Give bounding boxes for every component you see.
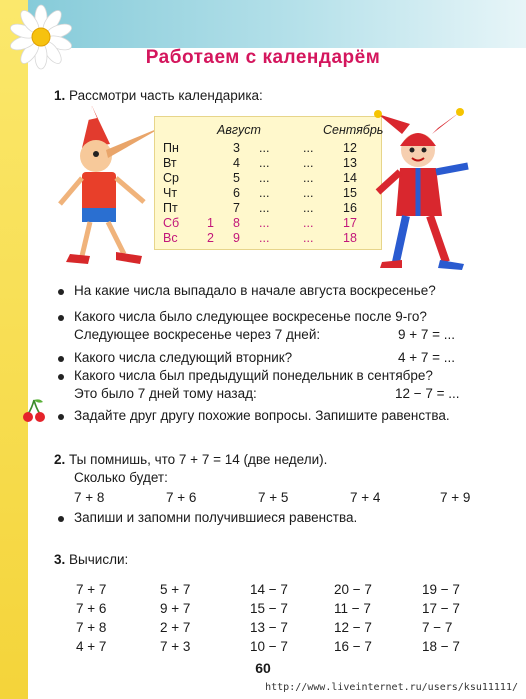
jester-figure bbox=[372, 106, 480, 274]
task-3-text: Вычисли: bbox=[69, 552, 129, 567]
calendar-cell-s: 16 bbox=[343, 201, 357, 215]
calendar-month-september: Сентябрь bbox=[323, 123, 384, 137]
task-3-expression: 12 − 7 bbox=[334, 620, 372, 635]
task-3-expression: 7 + 7 bbox=[76, 582, 107, 597]
calendar-cell-dots2: ... bbox=[303, 141, 314, 155]
task-2-expression: 7 + 6 bbox=[166, 490, 197, 505]
top-color-band bbox=[28, 0, 526, 48]
calendar-table bbox=[154, 116, 382, 250]
calendar-cell-a2: 3 bbox=[233, 141, 240, 155]
bullet bbox=[58, 356, 64, 362]
question-4-expression: 12 − 7 = ... bbox=[395, 386, 460, 401]
calendar-cell-day: Вс bbox=[163, 231, 178, 245]
task-3-expression: 18 − 7 bbox=[422, 639, 460, 654]
task-3-header bbox=[54, 552, 128, 568]
question-2: Какого числа было следующее воскресенье после 9-го? bbox=[74, 309, 427, 324]
task-3-expression: 7 + 8 bbox=[76, 620, 107, 635]
task-3-expression: 7 + 6 bbox=[76, 601, 107, 616]
yellow-side-stripe bbox=[0, 0, 28, 699]
calendar-cell-day: Ср bbox=[163, 171, 179, 185]
bullet bbox=[58, 414, 64, 420]
task-1-header bbox=[54, 88, 263, 104]
calendar-cell-day: Пт bbox=[163, 201, 178, 215]
task-3-expression: 16 − 7 bbox=[334, 639, 372, 654]
calendar-cell-a2: 5 bbox=[233, 171, 240, 185]
task-3-expression: 10 − 7 bbox=[250, 639, 288, 654]
calendar-cell-s: 12 bbox=[343, 141, 357, 155]
calendar-cell-s: 13 bbox=[343, 156, 357, 170]
task-3-expression: 2 + 7 bbox=[160, 620, 191, 635]
watermark-url: http://www.liveinternet.ru/users/ksu11111/ bbox=[265, 682, 518, 693]
task-2-expression: 7 + 8 bbox=[74, 490, 105, 505]
task-3-expression: 4 + 7 bbox=[76, 639, 107, 654]
task-2-expression: 7 + 4 bbox=[350, 490, 381, 505]
calendar-cell-dots2: ... bbox=[303, 171, 314, 185]
task-3-expression: 11 − 7 bbox=[334, 601, 371, 616]
calendar-cell-a2: 8 bbox=[233, 216, 240, 230]
calendar-cell-day: Чт bbox=[163, 186, 178, 200]
calendar-cell-dots1: ... bbox=[259, 171, 270, 185]
calendar-cell-s: 14 bbox=[343, 171, 357, 185]
calendar-cell-day: Пн bbox=[163, 141, 179, 155]
task-3-expression: 7 + 3 bbox=[160, 639, 191, 654]
task-3-expression: 20 − 7 bbox=[334, 582, 372, 597]
task-3-expression: 15 − 7 bbox=[250, 601, 288, 616]
task-3-expression: 5 + 7 bbox=[160, 582, 191, 597]
calendar-cell-a2: 7 bbox=[233, 201, 240, 215]
task-3-expression: 13 − 7 bbox=[250, 620, 288, 635]
calendar-cell-s: 18 bbox=[343, 231, 357, 245]
question-2-expression: 9 + 7 = ... bbox=[398, 327, 456, 342]
calendar-cell-dots1: ... bbox=[259, 216, 270, 230]
calendar-cell-a2: 9 bbox=[233, 231, 240, 245]
calendar-cell-dots2: ... bbox=[303, 201, 314, 215]
calendar-cell-a1: 2 bbox=[207, 231, 214, 245]
page-title: Работаем с календарём bbox=[145, 47, 381, 68]
question-1: На какие числа выпадало в начале августа воскресенье? bbox=[74, 283, 436, 298]
task-3-expression: 14 − 7 bbox=[250, 582, 288, 597]
task-3-expression: 17 − 7 bbox=[422, 601, 460, 616]
calendar-cell-dots1: ... bbox=[259, 156, 270, 170]
question-2-hint: Следующее воскресенье через 7 дней: bbox=[74, 327, 321, 342]
task-2-question: Сколько будет: bbox=[74, 470, 168, 485]
question-4: Какого числа был предыдущий понедельник в сентябре? bbox=[74, 368, 433, 383]
calendar-month-august: Август bbox=[217, 123, 261, 137]
calendar-cell-dots1: ... bbox=[259, 186, 270, 200]
calendar-cell-dots1: ... bbox=[259, 141, 270, 155]
bullet bbox=[58, 516, 64, 522]
question-3: Какого числа следующий вторник? bbox=[74, 350, 293, 365]
task-3-expression: 19 − 7 bbox=[422, 582, 460, 597]
calendar-cell-dots2: ... bbox=[303, 231, 314, 245]
task-3-expression: 9 + 7 bbox=[160, 601, 191, 616]
bullet bbox=[58, 374, 64, 380]
task-2-expression: 7 + 5 bbox=[258, 490, 289, 505]
cherry-icon bbox=[22, 398, 46, 424]
task-2-instruction: Запиши и запомни получившиеся равенства. bbox=[74, 510, 358, 525]
calendar-cell-a1: 1 bbox=[207, 216, 214, 230]
calendar-cell-dots2: ... bbox=[303, 186, 314, 200]
calendar-cell-dots2: ... bbox=[303, 216, 314, 230]
task-2-header bbox=[54, 452, 327, 468]
calendar-cell-s: 15 bbox=[343, 186, 357, 200]
task-1-number: 1. bbox=[54, 88, 66, 103]
pinocchio-figure bbox=[52, 104, 170, 274]
task-1-text: Рассмотри часть календарика: bbox=[69, 88, 263, 103]
calendar-cell-s: 17 bbox=[343, 216, 357, 230]
task-2-number: 2. bbox=[54, 452, 66, 467]
calendar-cell-a2: 6 bbox=[233, 186, 240, 200]
task-2-expression: 7 + 9 bbox=[440, 490, 471, 505]
bullet bbox=[58, 289, 64, 295]
calendar-cell-dots2: ... bbox=[303, 156, 314, 170]
calendar-cell-day: Вт bbox=[163, 156, 177, 170]
question-3-expression: 4 + 7 = ... bbox=[398, 350, 456, 365]
page-number: 60 bbox=[255, 660, 271, 676]
task-3-expression: 7 − 7 bbox=[422, 620, 453, 635]
calendar-cell-dots1: ... bbox=[259, 231, 270, 245]
question-4-hint: Это было 7 дней тому назад: bbox=[74, 386, 257, 401]
task-3-number: 3. bbox=[54, 552, 66, 567]
calendar-cell-a2: 4 bbox=[233, 156, 240, 170]
task-2-text: Ты помнишь, что 7 + 7 = 14 (две недели). bbox=[69, 452, 328, 467]
calendar-cell-day: Сб bbox=[163, 216, 180, 230]
calendar-cell-dots1: ... bbox=[259, 201, 270, 215]
bullet bbox=[58, 315, 64, 321]
question-5: Задайте друг другу похожие вопросы. Запишите равенства. bbox=[74, 408, 450, 423]
